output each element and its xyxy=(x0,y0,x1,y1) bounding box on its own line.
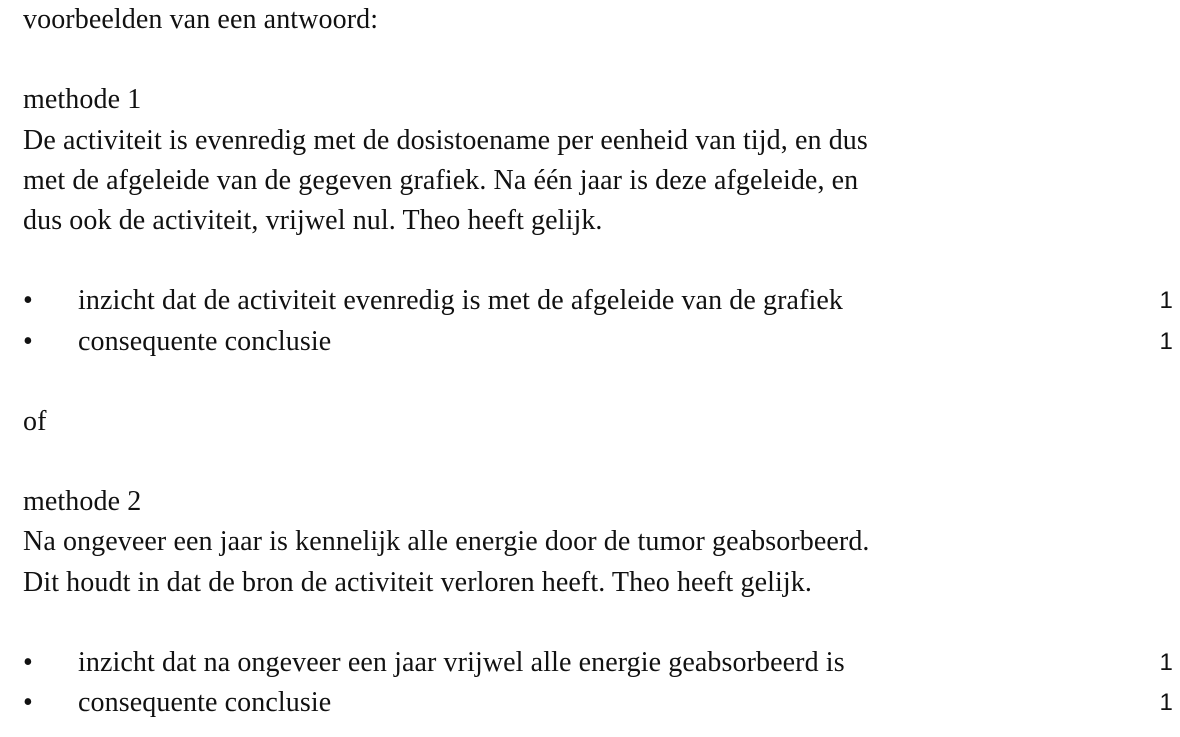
bullet-marker: • xyxy=(23,325,33,357)
criterion-score: 1 xyxy=(1159,689,1173,717)
bullet-marker: • xyxy=(23,647,33,678)
method-2-line-1: Na ongeveer een jaar is kennelijk alle energie door de tumor geabsorbeerd. xyxy=(23,526,870,558)
criterion-text: inzicht dat de activiteit evenredig is met de afgeleide van de grafiek xyxy=(78,285,843,317)
method-2-heading: methode 2 xyxy=(23,486,142,518)
method-1-criterion-2 xyxy=(23,322,1173,362)
separator-text: of xyxy=(23,405,47,437)
criterion-text: consequente conclusie xyxy=(78,325,332,357)
criterion-score: 1 xyxy=(1159,649,1173,676)
answer-document xyxy=(23,0,1173,723)
criterion-text: consequente conclusie xyxy=(78,687,332,719)
spacer xyxy=(23,241,1173,281)
method-1-line-2: met de afgeleide van de gegeven grafiek. Na één jaar is deze afgeleide, en xyxy=(23,164,859,196)
criterion-score: 1 xyxy=(1159,287,1173,315)
method-1-heading: methode 1 xyxy=(23,84,142,116)
criterion-text: inzicht dat na ongeveer een jaar vrijwel alle energie geabsorbeerd is xyxy=(78,647,845,678)
spacer xyxy=(23,40,1173,80)
method-1-line-3: dus ook de activiteit, vrijwel nul. Theo heeft gelijk. xyxy=(23,204,603,236)
method-1-criterion-1 xyxy=(23,281,1173,321)
method-1-line-1: De activiteit is evenredig met de dosistoename per eenheid van tijd, en dus xyxy=(23,124,868,156)
spacer xyxy=(23,442,1173,482)
bullet-marker: • xyxy=(23,285,33,317)
spacer xyxy=(23,362,1173,402)
intro-text: voorbeelden van een antwoord: xyxy=(23,4,379,35)
bullet-marker: • xyxy=(23,687,33,719)
method-2-criterion-1 xyxy=(23,643,1173,683)
method-2-line-2: Dit houdt in dat de bron de activiteit verloren heeft. Theo heeft gelijk. xyxy=(23,566,812,598)
spacer xyxy=(23,603,1173,643)
criterion-score: 1 xyxy=(1159,327,1173,355)
method-2-criterion-2 xyxy=(23,683,1173,723)
